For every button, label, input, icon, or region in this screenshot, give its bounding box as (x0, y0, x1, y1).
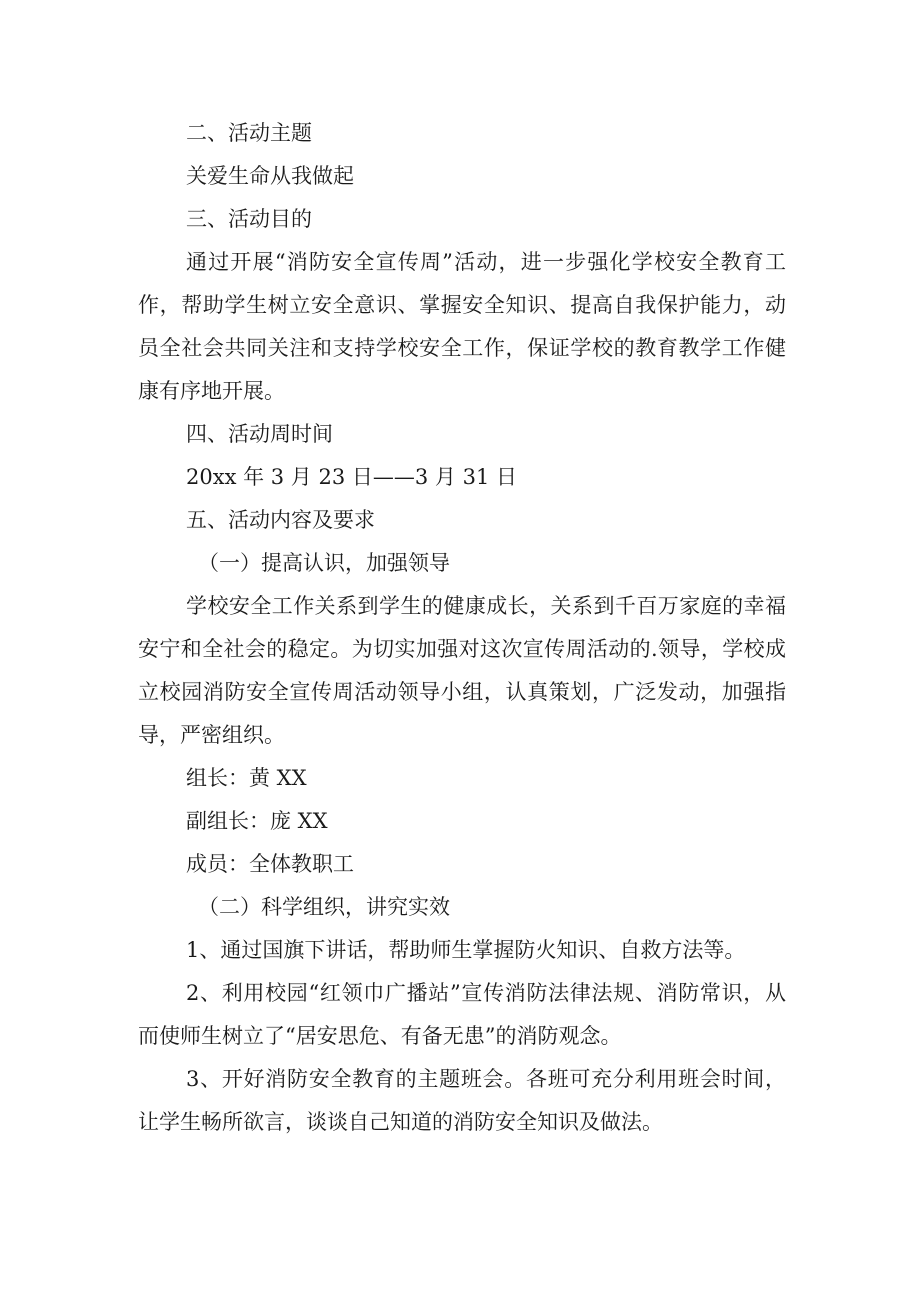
deputy-leader-line: 副组长：庞 XX (186, 809, 328, 833)
activity-theme-text: 关爱生命从我做起 (186, 164, 354, 188)
list-item-class-meeting: 3、开好消防安全教育的主题班会。各班可充分利用班会时间，让学生畅所欲言，谈谈自己知道的消防安全知识及做法。 (138, 1067, 786, 1134)
subheading-leadership: （一）提高认识，加强领导 (198, 551, 450, 575)
heading-activity-purpose: 三、活动目的 (186, 207, 312, 231)
heading-activity-content: 五、活动内容及要求 (186, 508, 375, 532)
document-body (138, 112, 786, 1144)
heading-activity-time: 四、活动周时间 (186, 422, 333, 446)
leadership-paragraph: 学校安全工作关系到学生的健康成长，关系到千百万家庭的幸福安宁和全社会的稳定。为切实加强对这次宣传周活动的.领导，学校成立校园消防安全宣传周活动领导小组，认真策划，广泛发动，加强指导，严密组织。 (138, 594, 786, 747)
heading-activity-theme: 二、活动主题 (186, 121, 312, 145)
list-item-broadcast-station: 2、利用校园“红领巾广播站”宣传消防法律法规、消防常识，从而使师生树立了“居安思危、有备无患”的消防观念。 (138, 981, 786, 1048)
members-line: 成员：全体教职工 (186, 852, 354, 876)
leader-line: 组长：黄 XX (186, 766, 307, 790)
activity-dates: 20xx 年 3 月 23 日——3 月 31 日 (186, 465, 517, 489)
list-item-flag-speech: 1、通过国旗下讲话，帮助师生掌握防火知识、自救方法等。 (186, 938, 746, 962)
activity-purpose-paragraph: 通过开展“消防安全宣传周”活动，进一步强化学校安全教育工作，帮助学生树立安全意识、掌握安全知识、提高自我保护能力，动员全社会共同关注和支持学校安全工作，保证学校的教育教学工作健康有序地开展。 (138, 250, 786, 403)
subheading-organization: （二）科学组织，讲究实效 (198, 895, 450, 919)
